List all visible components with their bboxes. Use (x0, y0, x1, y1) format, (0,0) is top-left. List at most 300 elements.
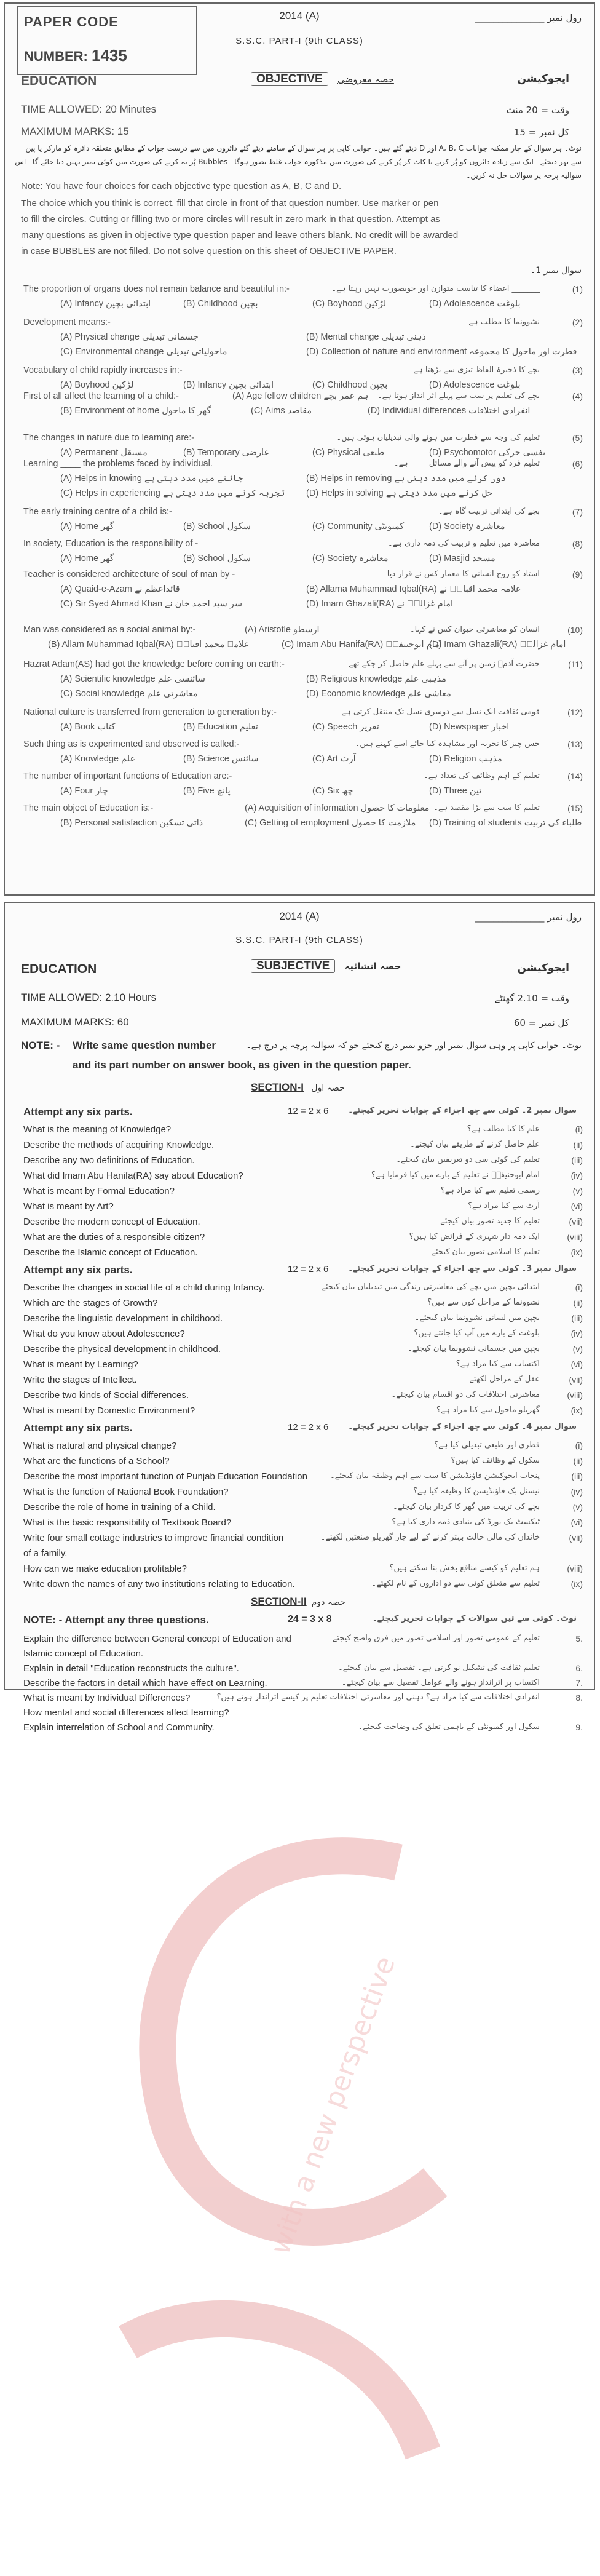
mcq-question (23, 771, 583, 785)
max-marks-urdu: کل نمبر = 60 (513, 1017, 569, 1028)
option: (B) Helps in removing دور کرنے میں مدد دیتی ہے (306, 474, 507, 483)
mcq-question (23, 570, 583, 583)
question-text-urdu: بچے کی تعلیم پر سب سے پہلے اثر انداز ہوتا ہے۔ (377, 391, 540, 400)
question-text: The changes in nature due to learning are:- (23, 433, 195, 443)
time-allowed-urdu: وقت = 2.10 گھنٹے (494, 993, 569, 1004)
question-number: (vi) (570, 1359, 583, 1369)
group-instruction-urdu: سوال نمبر 3۔ کوئی سے چھ اجزاء کے جوابات تحریر کیجئے۔ (348, 1264, 577, 1273)
question-number: (vii) (569, 1375, 583, 1385)
option: (C) Sir Syed Ahmad Khan سر سید احمد خان نے (60, 599, 243, 609)
question-group-heading (23, 1422, 583, 1438)
question-text-urdu: بچپن میں جسمانی نشوونما بیان کیجئے۔ (408, 1344, 540, 1353)
question-text-urdu: امام ابوحنیفہؒ نے تعلیم کے بارے میں کیا فرمایا ہے؟ (371, 1171, 540, 1180)
option: (D) Adolescence بلوغت (429, 380, 521, 390)
option: (A) Helps in knowing جاننے میں مدد دیتی ہے (60, 474, 243, 483)
question-number: (ix) (570, 1405, 583, 1415)
question-number: (9) (572, 570, 583, 579)
exam-year: 2014 (A) (279, 910, 320, 922)
subject-name-urdu: ایجوکیشن (517, 962, 569, 974)
option: (B) Temporary عارضی (183, 448, 270, 458)
question-number: (iv) (570, 1329, 583, 1338)
question-text-urdu: گھریلو ماحول سے کیا مراد ہے؟ (436, 1405, 540, 1415)
question-number: (ix) (570, 1247, 583, 1257)
option: (B) Allam Muhammad Iqbal(RA) علامہ محمد اقبالؒ (48, 640, 250, 650)
question-text: What is the meaning of Knowledge? (23, 1124, 172, 1135)
option: (A) Knowledge علم (60, 754, 136, 764)
question-group-heading (23, 1106, 583, 1122)
question-text-urdu: ہم تعلیم کو کیسے منافع بخش بنا سکتے ہیں؟ (389, 1564, 540, 1573)
question-text-urdu: تعلیم کی کوئی سی دو تعریفیں بیان کیجئے۔ (396, 1155, 540, 1164)
subjective-paper (4, 902, 595, 2259)
short-question (23, 1140, 583, 1153)
option: (A) Four چار (60, 786, 108, 796)
option: (B) Mental change ذہنی تبدیلی (306, 332, 426, 342)
option: (B) Childhood بچپن (183, 299, 258, 309)
question-text-urdu: علم کا کیا مطلب ہے؟ (467, 1124, 540, 1134)
group-instruction: Attempt any six parts. (23, 1106, 133, 1118)
question-text-urdu: بچے کی ابتدائی تربیت گاہ ہے۔ (438, 507, 540, 516)
instruction-line-1: The choice which you think is correct, fill that circle in front of that question number. Use marker or pen (21, 198, 439, 209)
option: (A) Age fellow children ہم عمر بچے (232, 391, 369, 401)
question-number: 7. (575, 1678, 583, 1688)
time-allowed: TIME ALLOWED: 20 Minutes (21, 103, 157, 115)
subject-name: EDUCATION (21, 74, 97, 88)
question-text: National culture is transferred from generation to generation by:- (23, 707, 277, 717)
option: (A) Boyhood لڑکپن (60, 380, 134, 390)
question-text: How mental and social differences affect learning? (23, 1707, 229, 1718)
short-question (23, 1405, 583, 1419)
short-question (23, 1502, 583, 1516)
option: (C) Society معاشرہ (312, 554, 389, 563)
question-number: (ii) (573, 1298, 583, 1308)
option: (C) Speech تقریر (312, 722, 379, 732)
question-number: (2) (572, 317, 583, 327)
option: (D) Newspaper اخبار (429, 722, 510, 732)
question-text: First of all affect the learning of a child:- (23, 391, 179, 401)
option: (A) Book کتاب (60, 722, 116, 732)
question-text: Which are the stages of Growth? (23, 1298, 158, 1308)
question-number: (vi) (570, 1201, 583, 1211)
question-text: Development means:- (23, 317, 111, 327)
question-text: of a family. (23, 1548, 68, 1559)
question-text: What is the function of National Book Foundation? (23, 1487, 229, 1497)
note-line-1: Write same question number (73, 1040, 216, 1051)
question-text: Man was considered as a social animal by:- (23, 625, 196, 635)
question-text-urdu: معاشرہ میں تعلیم و تربیت کی ذمہ داری ہے۔ (388, 539, 540, 548)
option: (B) Allama Muhammad Iqbal(RA) علامہ محمد اقبالؒ نے (306, 584, 521, 594)
question-number: (7) (572, 507, 583, 517)
option: (D) Psychomotor نفسی حرکی (429, 448, 546, 458)
question-text: The proportion of organs does not remain balance and beautiful in:- (23, 284, 290, 294)
question-text-urdu: نیشنل بک فاؤنڈیشن کا وظیفہ کیا ہے؟ (412, 1487, 540, 1496)
question-text: The early training centre of a child is:- (23, 507, 172, 517)
exam-year: 2014 (A) (279, 10, 320, 22)
section-2-instruction-urdu: نوٹ۔ کوئی سے تین سوالات کے جوابات تحریر کیجئے۔ (372, 1614, 577, 1623)
question-number: (6) (572, 459, 583, 469)
question-text-urdu: _______ اعضاء کا تناسب متوازن اور خوبصورت نہیں رہتا ہے۔ (331, 284, 540, 293)
question-number: 9. (575, 1722, 583, 1732)
mcq-question (23, 659, 583, 673)
option: (C) Childhood بچپن (312, 380, 388, 390)
question-text-urdu: آرٹ سے کیا مراد ہے؟ (468, 1201, 540, 1210)
question-number: (ix) (570, 1579, 583, 1589)
short-question (23, 1456, 583, 1469)
question-number: (ii) (573, 1140, 583, 1150)
section-2-note (23, 1614, 583, 1630)
question-text: Describe the role of home in training of a Child. (23, 1502, 216, 1513)
max-marks: MAXIMUM MARKS: 15 (21, 125, 129, 137)
question-text: Describe the Islamic concept of Education. (23, 1247, 198, 1258)
option: (C) Physical طبعی (312, 448, 385, 458)
question-number: (8) (572, 539, 583, 549)
question-text-urdu: علم حاصل کرنے کے طریقے بیان کیجئے۔ (410, 1140, 540, 1149)
option: (A) Physical change جسمانی تبدیلی (60, 332, 199, 342)
mcq-question (23, 284, 583, 298)
question-text-urdu: بچپن میں لسانی نشوونما بیان کیجئے۔ (414, 1313, 540, 1322)
question-text: Write the stages of Intellect. (23, 1375, 137, 1385)
question-text: Describe two kinds of Social differences. (23, 1390, 189, 1401)
time-allowed-urdu: وقت = 20 منٹ (506, 105, 569, 116)
question-text-urdu: عقل کے مراحل لکھئے۔ (464, 1375, 540, 1384)
question-text: Describe the methods of acquiring Knowledge. (23, 1140, 215, 1150)
question-number: (v) (572, 1502, 583, 1512)
question-text: Learning ____ the problems faced by individual. (23, 459, 213, 469)
question-text-urdu: بلوغت کے بارے میں آپ کیا جانتے ہیں؟ (414, 1329, 540, 1338)
question-text: Teacher is considered architecture of soul of man by - (23, 570, 235, 579)
section-title: OBJECTIVE حصہ معروضی (251, 73, 394, 86)
short-question (23, 1375, 583, 1388)
question-text-urdu: معاشرتی اختلافات کی دو اقسام بیان کیجئے۔ (391, 1390, 540, 1399)
mcq-question (23, 433, 583, 447)
question-text-urdu: حضرت آدمؑ زمین پر آنے سے پہلے علم حاصل کر چکے تھے۔ (344, 659, 540, 669)
short-question (23, 1329, 583, 1342)
question-text: How can we make education profitable? (23, 1564, 187, 1574)
question-text-urdu: ابتدائی بچپن میں بچے کی معاشرتی زندگی میں تبدیلیاں بیان کیجئے۔ (316, 1282, 540, 1292)
option: (B) Personal satisfaction ذاتی تسکین (60, 818, 203, 828)
short-question (23, 1186, 583, 1199)
long-question-continued (23, 1648, 583, 1662)
option: (D) Society معاشرہ (429, 522, 505, 531)
roll-number: رول نمبر _______________ (475, 912, 582, 923)
short-question (23, 1313, 583, 1327)
option: (D) Individual differences انفرادی اختلافات (368, 406, 531, 416)
question-number: (12) (567, 707, 583, 717)
option: (D) Religion مذہب (429, 754, 502, 764)
question-text-urdu: بچے کا ذخیرۂ الفاظ تیزی سے بڑھتا ہے۔ (408, 365, 540, 375)
question-text-urdu: نشوونما کے مراحل کون سے ہیں؟ (427, 1298, 540, 1307)
question-text-urdu: قومی ثقافت ایک نسل سے دوسری نسل تک منتقل کرتی ہے۔ (336, 707, 540, 717)
option: (C) Social knowledge معاشرتی علم (60, 689, 198, 699)
short-question (23, 1298, 583, 1311)
question-text-urdu: تعلیم کا اسلامی تصور بیان کیجئے۔ (426, 1247, 540, 1257)
option: (D) Three تین (429, 786, 482, 796)
question-text-urdu: رسمی تعلیم سے کیا مراد ہے؟ (440, 1186, 540, 1195)
group-marks: 12 = 2 x 6 (288, 1264, 329, 1274)
option: (A) Scientific knowledge سائنسی علم (60, 674, 205, 684)
option: (C) Community کمیونٹی (312, 522, 405, 531)
option: (C) Environmental change ماحولیاتی تبدیلی (60, 347, 227, 357)
exam-class: S.S.C. PART-I (9th CLASS) (235, 935, 363, 945)
question-text-urdu: انسان کو معاشرتی حیوان کس نے کہا۔ (410, 625, 540, 634)
question-text-urdu: سکول کے وظائف کیا ہیں؟ (451, 1456, 540, 1465)
group-instruction: Attempt any six parts. (23, 1422, 133, 1434)
option: (A) Home گھر (60, 554, 114, 563)
paper-code-label: PAPER CODE (24, 14, 119, 30)
question-text-urdu: تعلیم ثقافت کی تشکیل نو کرتی ہے۔ تفصیل سے بیان کیجئے۔ (338, 1663, 540, 1672)
group-instruction-urdu: سوال نمبر 4۔ کوئی سے چھ اجزاء کے جوابات تحریر کیجئے۔ (348, 1422, 577, 1431)
question-text: What are the functions of a School? (23, 1456, 170, 1466)
paper-number: NUMBER: 1435 (24, 46, 127, 65)
question-text-urdu: تعلیم سے متعلق کوئی سے دو اداروں کے نام لکھئے۔ (371, 1579, 540, 1588)
question-number: (viii) (567, 1390, 583, 1400)
group-marks: 12 = 2 x 6 (288, 1106, 329, 1116)
question-number: (i) (575, 1282, 583, 1292)
option: (C) Helps in experiencing تجربہ کرنے میں مدد دیتی ہے (60, 488, 285, 498)
note-english: Note: You have four choices for each objective type question as A, B, C and D. (21, 181, 342, 191)
question-text-urdu: تعلیم کا جدید تصور بیان کیجئے۔ (435, 1217, 540, 1226)
option: (D) Helps in solving حل کرنے میں مدد دیتی ہے (306, 488, 492, 498)
subject-name-urdu: ایجوکیشن (517, 73, 569, 85)
short-question (23, 1471, 583, 1485)
option: (D) Collection of nature and environment فطرت اور ماحول کا مجموعہ (306, 347, 577, 357)
question-1-label: سوال نمبر 1۔ (531, 266, 582, 276)
section-2-title-urdu: حصہ دوم (311, 1597, 345, 1607)
question-text-urdu: خاندان کی مالی حالت بہتر کرنے کے لیے چار گھریلو صنعتیں لکھئے۔ (320, 1533, 540, 1542)
question-number: 5. (575, 1634, 583, 1644)
mcq-question (23, 365, 583, 379)
question-number: 8. (575, 1693, 583, 1703)
short-question (23, 1548, 583, 1562)
short-question (23, 1441, 583, 1454)
option: (B) School سکول (183, 522, 251, 531)
max-marks: MAXIMUM MARKS: 60 (21, 1016, 129, 1028)
option: (A) Aristotle ارسطو (245, 625, 320, 635)
question-number: 6. (575, 1663, 583, 1673)
question-text: Explain in detail "Education reconstructs the culture". (23, 1663, 239, 1674)
long-question (23, 1663, 583, 1677)
roll-number: رول نمبر _______________ (475, 12, 582, 23)
question-number: (vi) (570, 1517, 583, 1527)
option: (D) Masjid مسجد (429, 554, 495, 563)
instruction-line-4: in case BUBBLES are not filled. Do not solve question on this sheet of OBJECTIVE PAPER. (21, 246, 397, 256)
question-number: (3) (572, 365, 583, 375)
short-question (23, 1390, 583, 1404)
option: (B) Education تعلیم (183, 722, 258, 732)
section-2-title: SECTION-II (251, 1596, 307, 1607)
question-number: (iv) (570, 1171, 583, 1180)
question-number: (4) (572, 391, 583, 401)
note-urdu-2: سے بھر دیجئے۔ ایک سے زیادہ دائروں کو پُر کرنے یا کاٹ کر پُر کرنے کی صورت میں مذکورہ جواب غلط تصور ہوگا۔ Bubbles پُر نہ کرنے کی صورت میں کوئی نمبر نہیں دیا جائے گا۔ اس (15, 157, 582, 166)
question-text-urdu: سکول اور کمیونٹی کے باہمی تعلق کی وضاحت کیجئے۔ (358, 1722, 540, 1731)
mcq-question (23, 739, 583, 753)
short-question (23, 1344, 583, 1358)
question-text: Vocabulary of child rapidly increases in:- (23, 365, 183, 375)
svg-text:with a new perspective: with a new perspective (264, 1952, 402, 2259)
question-text: Describe the changes in social life of a child during Infancy. (23, 1282, 265, 1293)
question-number: (5) (572, 433, 583, 443)
question-text: In society, Education is the responsibility of - (23, 539, 199, 549)
note-label: NOTE: - (21, 1040, 60, 1051)
section-1-heading: SECTION-I حصہ اول (251, 1081, 345, 1093)
question-number: (10) (567, 625, 583, 635)
short-question (23, 1155, 583, 1169)
question-text: Hazrat Adam(AS) had got the knowledge before coming on earth:- (23, 659, 285, 669)
question-number: (iii) (571, 1155, 583, 1165)
question-number: (vii) (569, 1217, 583, 1226)
question-text: Describe the physical development in childhood. (23, 1344, 221, 1354)
option: (B) Religious knowledge مذہبی علم (306, 674, 446, 684)
question-text-urdu: اکتساب سے کیا مراد ہے؟ (456, 1359, 540, 1369)
instruction-line-2: to fill the circles. Cutting or filling two or more circles will result in zero mark in that question. Attempt as (21, 214, 440, 225)
long-question (23, 1722, 583, 1736)
mcq-question (23, 507, 583, 520)
question-text: Describe the modern concept of Education. (23, 1217, 200, 1227)
question-text: What did Imam Abu Hanifa(RA) say about Education? (23, 1171, 243, 1181)
option: (D) Adolescence بلوغت (429, 299, 521, 309)
short-question (23, 1579, 583, 1592)
question-text-urdu: جس چیز کا تجربہ اور مشاہدہ کیا جائے اسے کہتے ہیں۔ (355, 739, 540, 749)
note-urdu: نوٹ۔ جوابی کاپی پر وہی سوال نمبر اور جزو نمبر درج کیجئے جو کہ سوالیہ پرچہ پر درج ہے۔ (246, 1041, 582, 1051)
time-allowed: TIME ALLOWED: 2.10 Hours (21, 992, 157, 1003)
option: (C) Imam Abu Hanifa(RA) امام ابوحنیفہؒ (282, 640, 442, 650)
option: (A) Acquisition of information معلومات کا حصول (245, 803, 430, 813)
question-text-urdu: نشوونما کا مطلب ہے۔ (464, 317, 540, 327)
option: (D) Imam Ghazali(RA) امام غزالیؒ نے (306, 599, 453, 609)
question-group-heading (23, 1264, 583, 1280)
question-text-urdu: تعلیم کی وجہ سے فطرت میں ہونے والی تبدیلیاں ہوتی ہیں۔ (336, 433, 540, 442)
question-text-urdu: انفرادی اختلافات سے کیا مراد ہے؟ ذہنی اور معاشرتی اختلافات تعلیم پر کیسے اثرانداز ہوتے ہیں؟ (216, 1693, 540, 1702)
question-text: What is meant by Individual Differences? (23, 1693, 191, 1703)
question-number: (vii) (569, 1533, 583, 1543)
question-text-urdu: فطری اور طبعی تبدیلی کیا ہے؟ (434, 1441, 540, 1450)
question-text: What is meant by Art? (23, 1201, 114, 1212)
question-text: Describe any two definitions of Education. (23, 1155, 195, 1166)
question-number: (iv) (570, 1487, 583, 1497)
option: (D) Imam Ghazali(RA) امام غزالیؒ (429, 640, 566, 650)
mcq-question (23, 459, 583, 472)
option: (B) Five پانچ (183, 786, 231, 796)
question-number: (14) (567, 771, 583, 781)
short-question (23, 1232, 583, 1246)
option: (B) Infancy ابتدائی بچپن (183, 380, 274, 390)
section-2-instruction: NOTE: - Attempt any three questions. (23, 1614, 209, 1626)
short-question (23, 1282, 583, 1296)
question-text: What is meant by Domestic Environment? (23, 1405, 195, 1416)
subject-name: EDUCATION (21, 962, 97, 976)
watermark-logo (54, 1789, 521, 2576)
long-question (23, 1678, 583, 1691)
note-urdu-1: نوٹ۔ ہر سوال کے چار ممکنہ جوابات A، B، C اور D دیئے گئے ہیں۔ جوابی کاپی پر ہر سوال کے سامنے دیئے گئے دائروں میں سے درست جواب کے مطابق متعلقہ دائرہ کو مارکر یا پین (25, 144, 582, 153)
question-text: Explain the difference between General concept of Education and (23, 1634, 291, 1644)
note-urdu-3: سوالیہ پرچہ پر سوالات حل نہ کریں۔ (466, 171, 582, 180)
question-text: Describe the factors in detail which have effect on Learning. (23, 1678, 267, 1688)
question-text-urdu: اکتساب پر اثرانداز ہونے والے عوامل تفصیل سے بیان کیجئے۔ (341, 1678, 540, 1687)
question-text: The number of important functions of Education are:- (23, 771, 232, 781)
option: (B) Environment of home گھر کا ماحول (60, 406, 211, 416)
option: (D) Economic knowledge معاشی علم (306, 689, 451, 699)
question-text: Write down the names of any two institutions relating to Education. (23, 1579, 295, 1589)
option: (C) Art آرٹ (312, 754, 356, 764)
option: (A) Infancy ابتدائی بچپن (60, 299, 151, 309)
short-question (23, 1247, 583, 1261)
question-text: The main object of Education is:- (23, 803, 154, 813)
max-marks-urdu: کل نمبر = 15 (513, 127, 569, 138)
question-text: What is natural and physical change? (23, 1441, 177, 1451)
group-instruction-urdu: سوال نمبر 2۔ کوئی سے چھ اجزاء کے جوابات تحریر کیجئے۔ (348, 1106, 577, 1115)
question-number: (1) (572, 284, 583, 294)
question-text: Describe the most important function of Punjab Education Foundation (23, 1471, 307, 1482)
short-question (23, 1201, 583, 1215)
question-number: (11) (568, 659, 583, 669)
short-question (23, 1359, 583, 1373)
option: (B) Science سائنس (183, 754, 259, 764)
mcq-question (23, 317, 583, 331)
mcq-question (23, 707, 583, 721)
option: (A) Quaid-e-Azam قائداعظم نے (60, 584, 180, 594)
question-text-urdu: ایک ذمہ دار شہری کے فرائض کیا ہیں؟ (409, 1232, 540, 1241)
question-text: What is meant by Learning? (23, 1359, 138, 1370)
long-question (23, 1693, 583, 1706)
question-number: (i) (575, 1441, 583, 1450)
short-question (23, 1124, 583, 1138)
section-title: SUBJECTIVE حصہ انشائیہ (251, 960, 401, 973)
question-number: (15) (567, 803, 583, 813)
group-marks: 12 = 2 x 6 (288, 1422, 329, 1433)
short-question (23, 1517, 583, 1531)
question-number: (13) (567, 739, 583, 749)
option: (A) Permanent مستقل (60, 448, 148, 458)
question-text: What is the basic responsibility of Textbook Board? (23, 1517, 232, 1528)
short-question (23, 1217, 583, 1230)
question-number: (iii) (571, 1313, 583, 1323)
question-text: Islamic concept of Education. (23, 1648, 144, 1659)
option: (C) Getting of employment ملازمت کا حصول (245, 818, 416, 828)
question-text-urdu: تعلیم کے عمومی تصور اور اسلامی تصور میں فرق واضح کیجئے۔ (328, 1634, 540, 1643)
objective-paper (4, 2, 595, 896)
question-text: Describe the linguistic development in childhood. (23, 1313, 223, 1324)
long-question (23, 1634, 583, 1647)
question-number: (viii) (567, 1564, 583, 1573)
section-2-heading (251, 1596, 345, 1608)
question-text-urdu: تعلیم کا سب سے بڑا مقصد ہے۔ (433, 803, 540, 813)
instruction-line-3: many questions as given in objective type question paper and leave others blank. No credit will be awarded (21, 230, 459, 241)
question-number: (viii) (567, 1232, 583, 1242)
section-2-marks: 24 = 3 x 8 (288, 1614, 332, 1624)
note-line-2: and its part number on answer book, as given in the question paper. (73, 1059, 411, 1071)
short-question (23, 1487, 583, 1500)
long-question-continued (23, 1707, 583, 1721)
question-text-urdu: تعلیم کے اہم وظائف کی تعداد ہے۔ (424, 771, 540, 781)
question-text-urdu: تعلیم فرد کو پیش آنے والے مسائل ____ ہے۔ (393, 459, 540, 468)
question-text: Write four small cottage industries to improve financial condition (23, 1533, 284, 1543)
question-number: (v) (572, 1186, 583, 1196)
option: (C) Six چھ (312, 786, 353, 796)
option: (B) School سکول (183, 554, 251, 563)
short-question (23, 1564, 583, 1577)
mcq-question (23, 539, 583, 552)
exam-class: S.S.C. PART-I (9th CLASS) (235, 36, 363, 46)
option: (C) Boyhood لڑکپن (312, 299, 387, 309)
question-text-urdu: پنجاب ایجوکیشن فاؤنڈیشن کا سب سے اہم وظیفہ بیان کیجئے۔ (330, 1471, 540, 1481)
option: (D) Training of students طلباء کی تربیت (429, 818, 582, 828)
question-number: (i) (575, 1124, 583, 1134)
question-number: (ii) (573, 1456, 583, 1466)
question-text-urdu: ٹیکسٹ بک بورڈ کی بنیادی ذمہ داری کیا ہے؟ (392, 1517, 540, 1527)
group-instruction: Attempt any six parts. (23, 1264, 133, 1276)
question-text: What is meant by Formal Education? (23, 1186, 175, 1196)
question-number: (iii) (571, 1471, 583, 1481)
question-text: What are the duties of a responsible citizen? (23, 1232, 205, 1242)
